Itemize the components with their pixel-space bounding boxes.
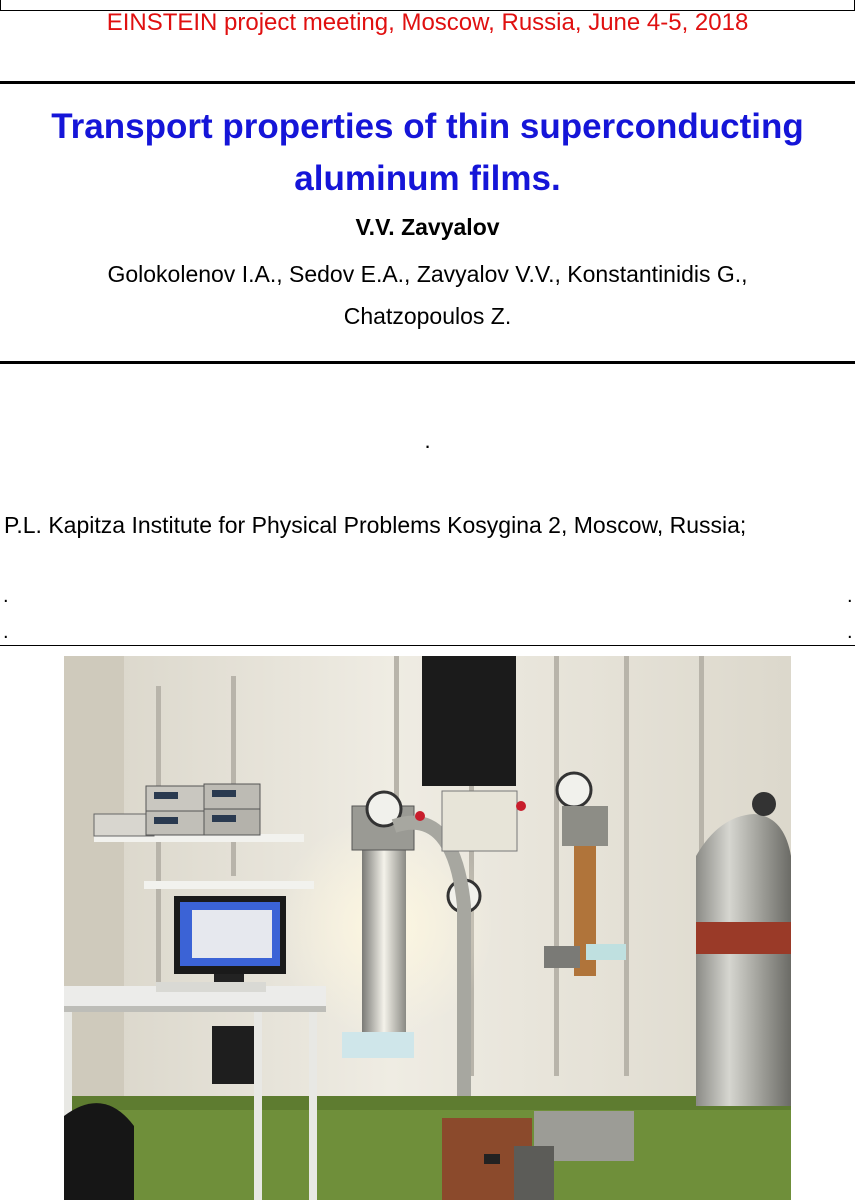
pump-base [514,1146,554,1200]
desk-edge [64,1006,326,1012]
black-panel [422,656,516,786]
left-wall [64,656,124,1126]
lower-shelf [144,881,314,889]
author-list [0,253,855,337]
monitor-stand [214,974,244,982]
cryostat-tube [362,846,406,1036]
control-box [442,791,517,851]
margin-mark-left-2: . [3,621,9,643]
floor [64,1096,791,1200]
margin-mark-left-1: . [3,585,9,607]
margin-mark-right-2: . [847,621,853,643]
chair [64,1103,134,1200]
pc-tower [212,1026,254,1084]
presenter-name: V.V. Zavyalov [355,214,500,240]
floor-shade [64,1096,791,1110]
margin-mark-right-1: . [847,585,853,607]
author-list-line-1: Golokolenov I.A., Sedov E.A., Zavyalov V.V., Konstantinidis G., [107,261,748,287]
cryostat-tray [342,1032,414,1058]
keyboard [156,982,266,992]
dewar-tank [696,814,791,1106]
dewar-band [696,922,791,954]
talk-title [0,101,855,205]
talk-title-line-2: aluminum films. [294,159,561,198]
title-bottom-rule [0,361,855,364]
meeting-header: EINSTEIN project meeting, Moscow, Russia, June 4-5, 2018 [106,9,749,36]
title-top-rule [0,81,855,84]
author-list-line-2: Chatzopoulos Z. [343,303,512,329]
photo-top-rule [0,645,855,646]
lab-setup-photo [64,656,791,1200]
lab-setup-illustration [64,656,791,1200]
talk-title-line-1: Transport properties of thin superconducting [51,107,804,146]
center-mark: . [424,428,431,453]
institute-affiliation: P.L. Kapitza Institute for Physical Problems Kosygina 2, Moscow, Russia; [4,512,747,538]
